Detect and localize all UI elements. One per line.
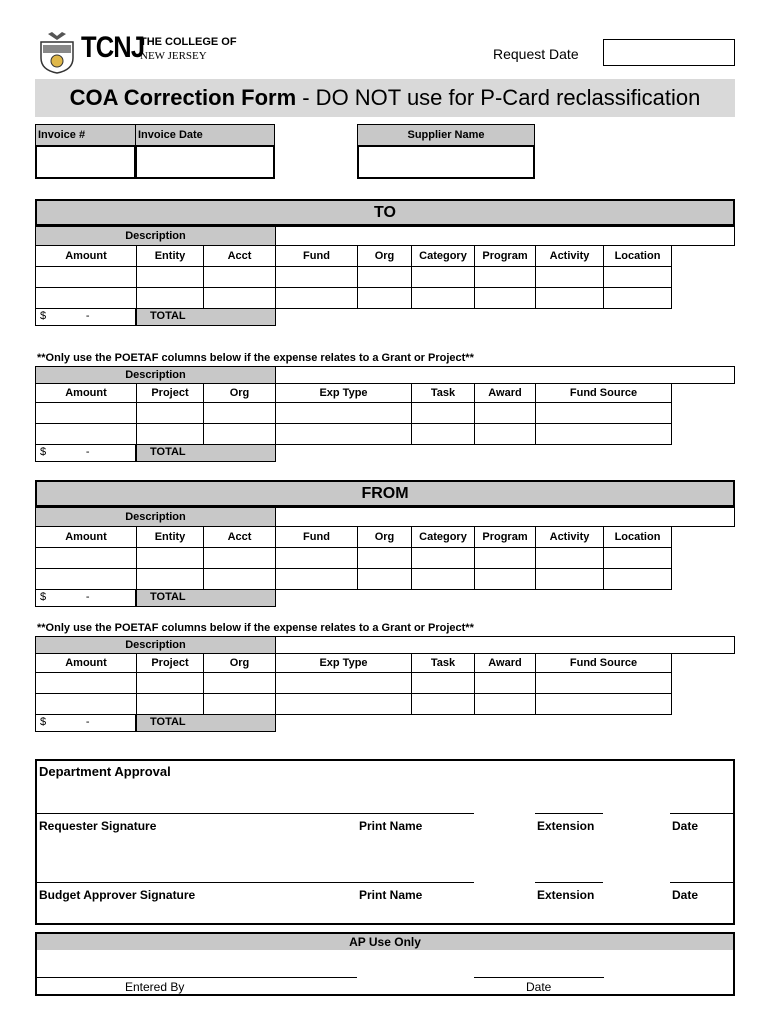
from-poetaf-description-field[interactable] (275, 636, 735, 654)
from-coa-cell[interactable] (136, 547, 204, 569)
to-coa-cell[interactable] (35, 266, 137, 288)
logo-line-1: THE COLLEGE OF (140, 36, 237, 48)
from-col-label: Amount (65, 531, 107, 543)
extension-line-2 (535, 882, 603, 883)
to-col-label: Fund (303, 250, 330, 262)
to-poetaf-cell[interactable] (203, 423, 276, 445)
to-poetaf-cell[interactable] (275, 402, 412, 424)
from-col-label: Program (482, 531, 528, 543)
from-coa-cell[interactable] (275, 568, 358, 590)
to-coa-cell[interactable] (474, 266, 536, 288)
extension-label-2: Extension (537, 888, 595, 902)
from-poetaf-cell[interactable] (411, 672, 475, 694)
to-poetaf-cell[interactable] (474, 423, 536, 445)
from-poetaf-col-label: Award (488, 657, 522, 669)
from-poetaf-cell[interactable] (203, 672, 276, 694)
from-coa-cell[interactable] (603, 568, 672, 590)
from-total-amount: $ - (40, 591, 90, 603)
to-coa-cell[interactable] (603, 287, 672, 309)
from-description-field[interactable] (275, 507, 735, 527)
to-coa-cell[interactable] (474, 287, 536, 309)
to-poetaf-cell[interactable] (535, 402, 672, 424)
supplier-header (357, 124, 535, 146)
invoice-no-field[interactable] (35, 145, 136, 179)
from-poetaf-col-label: Amount (65, 657, 107, 669)
from-col-label: Location (614, 531, 661, 543)
request-date-field[interactable] (603, 39, 735, 66)
budget-signature-line (37, 882, 474, 883)
requester-signature-label: Requester Signature (39, 819, 157, 833)
ap-use-title: AP Use Only (349, 935, 421, 949)
ap-date-label: Date (526, 980, 552, 994)
to-poetaf-col-label: Fund Source (569, 387, 638, 399)
to-total-amount: $ - (40, 310, 90, 322)
to-poetaf-cell[interactable] (474, 402, 536, 424)
tcnj-wordmark: TCNJ (81, 31, 145, 64)
to-col-label: Acct (227, 250, 252, 262)
to-coa-cell[interactable] (357, 287, 412, 309)
to-description-field[interactable] (275, 226, 735, 246)
from-poetaf-cell[interactable] (535, 693, 672, 715)
to-poetaf-note: **Only use the POETAF columns below if the expense relates to a Grant or Project** (37, 352, 474, 364)
to-coa-cell[interactable] (136, 287, 204, 309)
entered-by-line (37, 977, 357, 978)
to-coa-cell[interactable] (203, 266, 276, 288)
from-coa-cell[interactable] (203, 547, 276, 569)
date-label-1: Date (672, 819, 699, 833)
extension-label-1: Extension (537, 819, 595, 833)
to-poetaf-col-label: Org (229, 387, 250, 399)
invoice-date-header (135, 124, 275, 146)
from-poetaf-cell[interactable] (35, 672, 137, 694)
to-coa-cell[interactable] (411, 287, 475, 309)
date-line-1 (670, 813, 733, 814)
to-poetaf-col-label: Award (488, 387, 522, 399)
from-poetaf-total-amount: $ - (40, 716, 90, 728)
logo-line-2: NEW JERSEY (140, 50, 207, 62)
to-col-label: Amount (65, 250, 107, 262)
from-coa-cell[interactable] (203, 568, 276, 590)
budget-approver-signature-label: Budget Approver Signature (39, 888, 196, 902)
from-col-label: Category (419, 531, 467, 543)
from-poetaf-cell[interactable] (275, 672, 412, 694)
supplier-field[interactable] (357, 145, 535, 179)
from-poetaf-cell[interactable] (136, 693, 204, 715)
requester-signature-field[interactable] (37, 790, 474, 812)
to-col-label: Program (482, 250, 528, 262)
to-poetaf-cell[interactable] (275, 423, 412, 445)
to-poetaf-col-label: Exp Type (319, 387, 368, 399)
from-poetaf-col-label: Exp Type (319, 657, 368, 669)
from-coa-cell[interactable] (275, 547, 358, 569)
from-col-label: Entity (154, 531, 186, 543)
to-poetaf-col-label: Project (151, 387, 189, 399)
to-coa-cell[interactable] (35, 287, 137, 309)
to-coa-cell[interactable] (357, 266, 412, 288)
from-coa-cell[interactable] (535, 547, 604, 569)
from-coa-cell[interactable] (474, 547, 536, 569)
form-title-rest: - DO NOT use for P-Card reclassification (296, 85, 701, 110)
tcnj-seal-logo (38, 30, 76, 74)
from-coa-cell[interactable] (35, 568, 137, 590)
ap-date-line (474, 977, 604, 978)
to-description-label: Description (125, 230, 186, 242)
to-poetaf-description-label: Description (125, 369, 186, 381)
from-poetaf-cell[interactable] (275, 693, 412, 715)
to-poetaf-cell[interactable] (203, 402, 276, 424)
from-title: FROM (361, 485, 409, 502)
to-poetaf-cell[interactable] (411, 402, 475, 424)
from-coa-cell[interactable] (603, 547, 672, 569)
to-poetaf-description-field[interactable] (275, 366, 735, 384)
date-line-2 (670, 882, 733, 883)
department-approval-title: Department Approval (39, 764, 171, 779)
to-coa-cell[interactable] (535, 266, 604, 288)
from-coa-cell[interactable] (35, 547, 137, 569)
from-poetaf-col-label: Project (151, 657, 189, 669)
to-title: TO (374, 204, 396, 221)
to-poetaf-col-label: Task (430, 387, 456, 399)
from-poetaf-col-label: Fund Source (569, 657, 638, 669)
to-poetaf-cell[interactable] (136, 423, 204, 445)
to-coa-cell[interactable] (275, 266, 358, 288)
from-coa-cell[interactable] (474, 568, 536, 590)
entered-by-label: Entered By (125, 980, 185, 994)
requester-signature-line (37, 813, 474, 814)
print-name-label-2: Print Name (359, 888, 423, 902)
to-total-label: TOTAL (150, 310, 186, 322)
to-col-label: Entity (154, 250, 186, 262)
from-description-label: Description (125, 511, 186, 523)
print-name-label-1: Print Name (359, 819, 423, 833)
from-coa-cell[interactable] (357, 547, 412, 569)
from-poetaf-cell[interactable] (35, 693, 137, 715)
from-poetaf-total-label: TOTAL (150, 716, 186, 728)
from-coa-cell[interactable] (411, 568, 475, 590)
from-poetaf-col-label: Task (430, 657, 456, 669)
to-coa-cell[interactable] (535, 287, 604, 309)
invoice-date-label: Invoice Date (138, 129, 203, 141)
from-col-label: Fund (303, 531, 330, 543)
to-poetaf-cell[interactable] (35, 423, 137, 445)
to-poetaf-cell[interactable] (411, 423, 475, 445)
from-poetaf-cell[interactable] (535, 672, 672, 694)
supplier-label: Supplier Name (407, 129, 485, 141)
invoice-no-header (35, 124, 136, 146)
to-poetaf-cell[interactable] (35, 402, 137, 424)
from-col-label: Acct (227, 531, 252, 543)
from-poetaf-cell[interactable] (474, 672, 536, 694)
to-col-label: Org (374, 250, 395, 262)
invoice-no-label: Invoice # (38, 129, 86, 141)
from-poetaf-description-label: Description (125, 639, 186, 651)
extension-line-1 (535, 813, 603, 814)
to-coa-cell[interactable] (203, 287, 276, 309)
to-coa-cell[interactable] (411, 266, 475, 288)
to-poetaf-cell[interactable] (136, 402, 204, 424)
from-coa-cell[interactable] (357, 568, 412, 590)
to-col-label: Activity (549, 250, 590, 262)
to-coa-cell[interactable] (275, 287, 358, 309)
to-col-label: Category (419, 250, 467, 262)
form-title-bold: COA Correction Form (69, 85, 297, 110)
date-label-2: Date (672, 888, 699, 902)
to-coa-cell[interactable] (603, 266, 672, 288)
to-poetaf-total-label: TOTAL (150, 446, 186, 458)
from-poetaf-cell[interactable] (136, 672, 204, 694)
from-poetaf-cell[interactable] (203, 693, 276, 715)
to-col-label: Location (614, 250, 661, 262)
to-poetaf-total-amount: $ - (40, 446, 90, 458)
invoice-date-field[interactable] (135, 145, 275, 179)
from-col-label: Org (374, 531, 395, 543)
from-coa-cell[interactable] (411, 547, 475, 569)
from-coa-cell[interactable] (535, 568, 604, 590)
budget-approver-signature-field[interactable] (37, 858, 474, 880)
to-poetaf-cell[interactable] (535, 423, 672, 445)
request-date-label: Request Date (493, 46, 579, 62)
from-poetaf-cell[interactable] (411, 693, 475, 715)
form-title (35, 79, 735, 117)
from-total-label: TOTAL (150, 591, 186, 603)
to-poetaf-col-label: Amount (65, 387, 107, 399)
from-poetaf-note: **Only use the POETAF columns below if the expense relates to a Grant or Project** (37, 622, 474, 634)
from-poetaf-cell[interactable] (474, 693, 536, 715)
from-poetaf-col-label: Org (229, 657, 250, 669)
to-coa-cell[interactable] (136, 266, 204, 288)
from-col-label: Activity (549, 531, 590, 543)
from-coa-cell[interactable] (136, 568, 204, 590)
